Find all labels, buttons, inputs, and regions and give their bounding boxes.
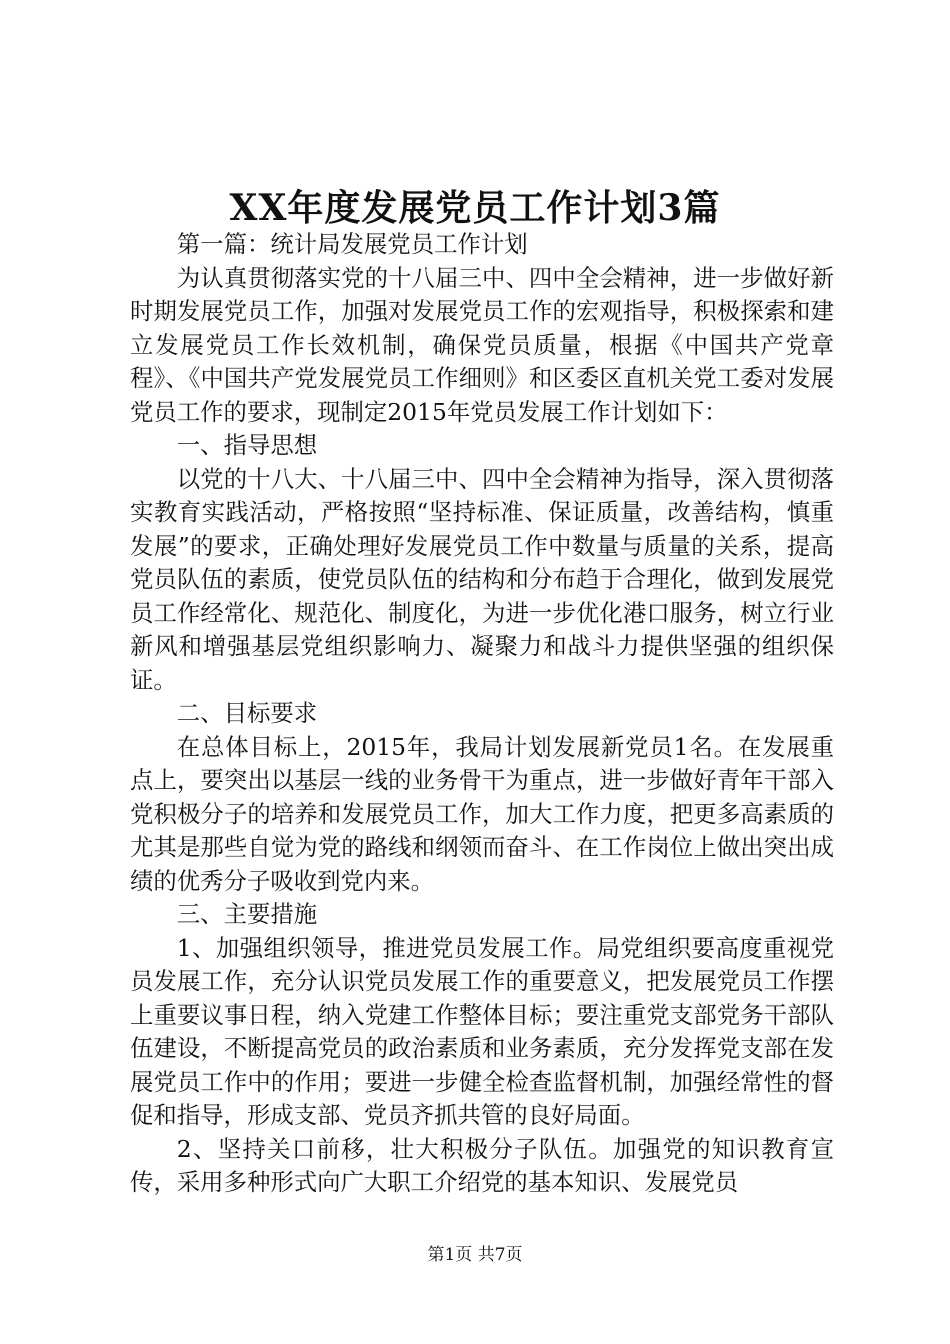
document-body [130,228,834,1200]
section-heading: 第一篇：统计局发展党员工作计划 [176,230,528,258]
page-footer: 第1页 共7页 [427,1245,523,1265]
heading-measures: 三、主要措施 [176,900,318,928]
paragraph-measure-2: 2、坚持关口前移，壮大积极分子队伍。加强党的知识教育宣传，采用多种形式向广大职工介绍党的基本知识、发展党员 [130,1134,834,1196]
heading-guiding-thought: 一、指导思想 [176,431,318,459]
heading-goals: 二、目标要求 [176,699,318,727]
paragraph-goals: 在总体目标上，2015年，我局计划发展新党员1名。在发展重点上，要突出以基层一线的业务骨干为重点，进一步做好青年干部入党积极分子的培养和发展党员工作，加大工作力度，把更多高素质的尤其是那些自觉为党的路线和纲领而奋斗、在工作岗位上做出突出成绩的优秀分子吸收到党内来。 [130,732,834,895]
document-title: XX年度发展党员工作计划3篇 [229,187,721,229]
paragraph-guiding-thought: 以党的十八大、十八届三中、四中全会精神为指导，深入贯彻落实教育实践活动，严格按照“坚持标准、保证质量，改善结构，慎重发展”的要求，正确处理好发展党员工作中数量与质量的关系，提高党员队伍的素质，使党员队伍的结构和分布趋于合理化，做到发展党员工作经常化、规范化、制度化，为进一步优化港口服务，树立行业新风和增强基层党组织影响力、凝聚力和战斗力提供坚强的组织保证。 [130,464,834,694]
paragraph-intro: 为认真贯彻落实党的十八届三中、四中全会精神，进一步做好新时期发展党员工作，加强对发展党员工作的宏观指导，积极探索和建立发展党员工作长效机制，确保党员质量，根据《中国共产党章程》、《中国共产党发展党员工作细则》和区委区直机关党工委对发展党员工作的要求，现制定2015年党员发展工作计划如下： [130,263,834,426]
paragraph-measure-1: 1、加强组织领导，推进党员发展工作。局党组织要高度重视党员发展工作，充分认识党员发展工作的重要意义，把发展党员工作摆上重要议事日程，纳入党建工作整体目标；要注重党支部党务干部队伍建设，不断提高党员的政治素质和业务素质，充分发挥党支部在发展党员工作中的作用；要进一步健全检查监督机制，加强经常性的督促和指导，形成支部、党员齐抓共管的良好局面。 [130,933,834,1129]
